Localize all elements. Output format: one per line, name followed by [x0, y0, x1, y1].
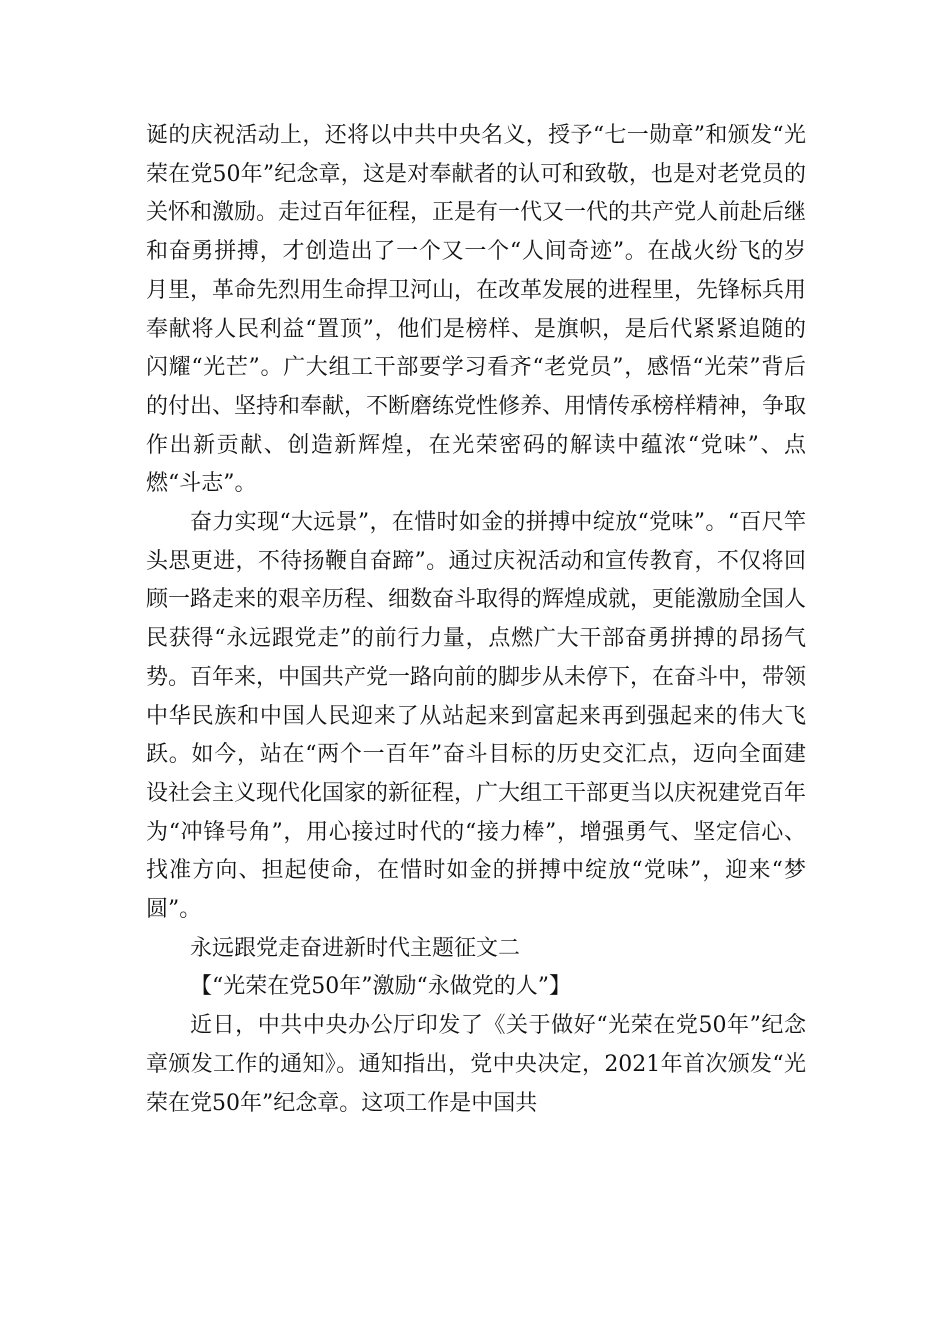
paragraph-2: 奋力实现“大远景”，在惜时如金的拼搏中绽放“党味”。“百尺竿头思更进，不待扬鞭自奋蹄”。通过庆祝活动和宣传教育，不仅将回顾一路走来的艰辛历程、细数奋斗取得的辉煌成就，更能激励全国人民获得“永远跟党走”的前行力量，点燃广大干部奋勇拼搏的昂扬气势。百年来，中国共产党一路向前的脚步从未停下，在奋斗中，带领中华民族和中国人民迎来了从站起来到富起来再到强起来的伟大飞跃。如今，站在“两个一百年”奋斗目标的历史交汇点，迈向全面建设社会主义现代化国家的新征程，广大组工干部更当以庆祝建党百年为“冲锋号角”，用心接过时代的“接力棒”，增强勇气、坚定信心、找准方向、担起使命，在惜时如金的拼搏中绽放“党味”，迎来“梦圆”。	[146, 510, 807, 923]
essay-title: 永远跟党走奋进新时代主题征文二	[190, 935, 521, 961]
paragraph-3: 近日，中共中央办公厅印发了《关于做好“光荣在党50年”纪念章颁发工作的通知》。通知指出，党中央决定，2021年首次颁发“光荣在党50年”纪念章。这项工作是中国共	[146, 1013, 806, 1116]
section-heading: 【“光荣在党50年”激励“永做党的人”】	[190, 974, 571, 1000]
paragraph-1: 诞的庆祝活动上，还将以中共中央名义，授予“七一勋章”和颁发“光荣在党50年”纪念章，这是对奉献者的认可和致敬，也是对老党员的关怀和激励。走过百年征程，正是有一代又一代的共产党人前赴后继和奋勇拼搏，才创造出了一个又一个“人间奇迹”。在战火纷飞的岁月里，革命先烈用生命捍卫河山，在改革发展的进程里，先锋标兵用奉献将人民利益“置顶”，他们是榜样、是旗帜，是后代紧紧追随的闪耀“光芒”。广大组工干部要学习看齐“老党员”，感悟“光荣”背后的付出、坚持和奉献，不断磨练党性修养、用情传承榜样精神，争取作出新贡献、创造新辉煌，在光荣密码的解读中蕴浓“党味”、点燃“斗志”。	[146, 123, 807, 497]
document-body	[146, 117, 806, 1123]
